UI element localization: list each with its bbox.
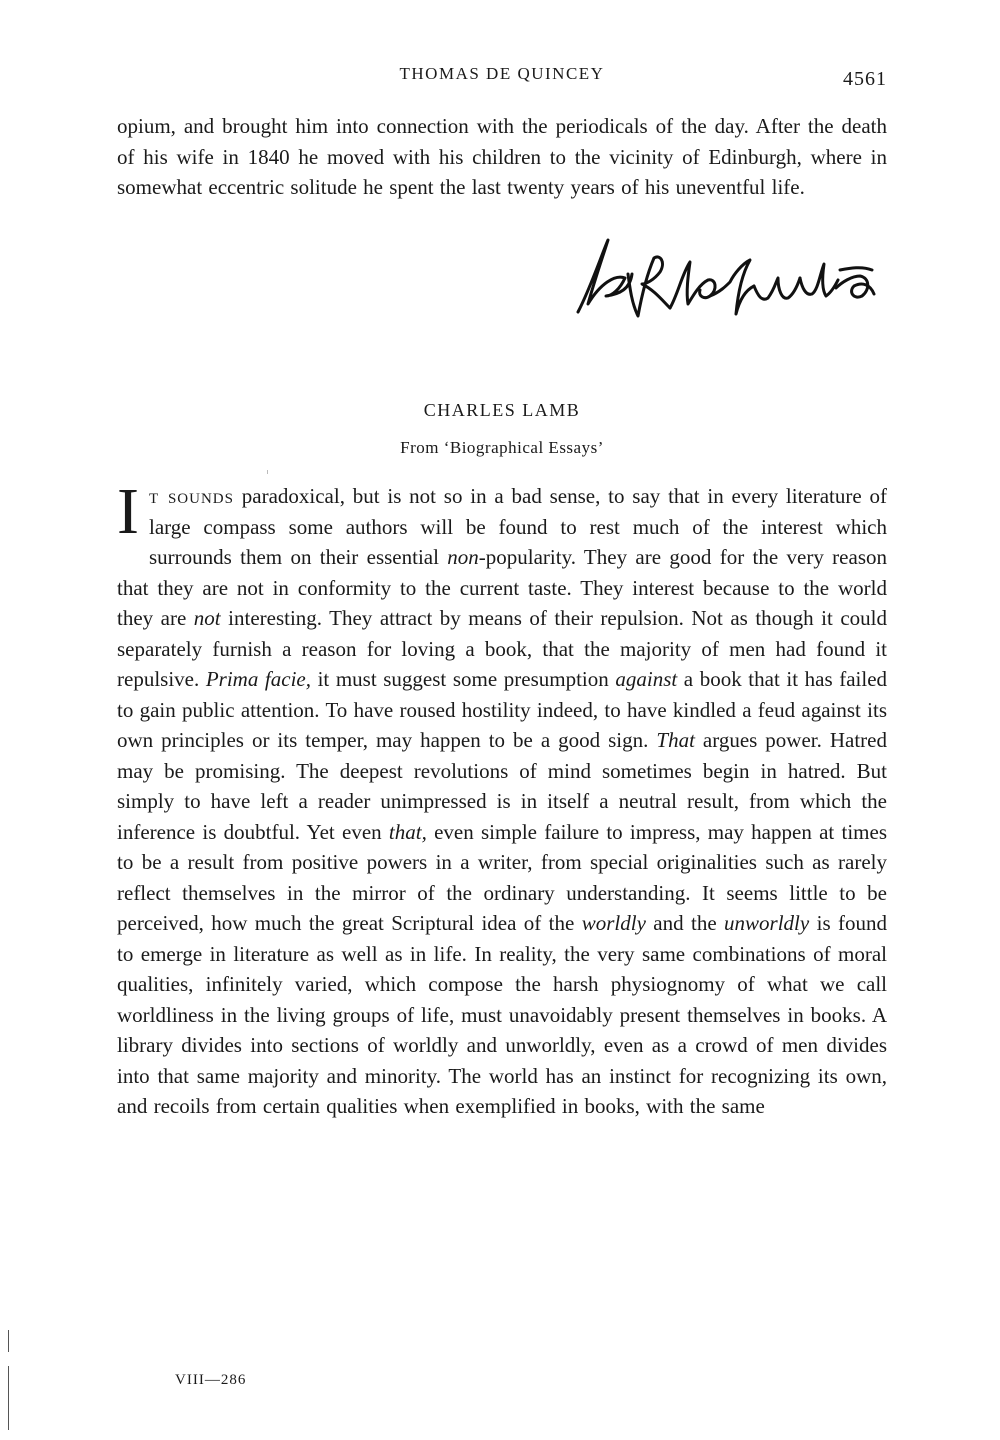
text-run: a book that it has failed to gain public attention. To have roused hostility indeed, to have kindled a feud against its own principles or its temper, may happen to be a good sign. <box>117 667 888 752</box>
italic-phrase: that, <box>388 819 427 844</box>
italic-phrase: worldly <box>581 911 646 935</box>
italic-phrase: That <box>656 728 695 752</box>
italic-phrase: Prima facie, <box>205 667 311 691</box>
signature-image <box>570 234 880 334</box>
italic-phrase: not <box>193 606 221 630</box>
text-run: -popularity. They are good for the very reason that they are not in conformity to the current taste. They interest because to the world they are <box>117 545 887 630</box>
opening-small-caps: t sounds <box>148 484 234 508</box>
text-run: even simple failure to impress, may happen at times to be a result from positive powers in a writer, from special originalities such as rarely reflect themselves in the mirror of the ordinary understanding. It seems little to be perceived, how much the great Scriptural idea of the <box>117 819 888 935</box>
italic-phrase: unworldly <box>724 911 810 935</box>
italic-phrase: against <box>615 667 678 691</box>
margin-rule-upper <box>8 1330 9 1352</box>
signature-mark: VIII—286 <box>175 1372 247 1388</box>
section-source: From ‘Biographical Essays’ <box>400 438 604 457</box>
text-run: is found to emerge in literature as well as in life. In reality, the very same combinations of moral qualities, infinitely varied, which compose the harsh physiognomy of what we call worldliness in the living groups of life, must unavoidably present themselves in books. A library divides into sections of worldly and unworldly, even as a crowd of men divides into that same majority and minority. The world has an instinct for recognizing its own, and recoils from certain qualities when exemplified in books, with the same <box>117 911 887 1118</box>
text-run: argues power. Hatred may be promising. The deepest revolutions of mind sometimes begin in hatred. But simply to have left a reader unimpressed is in itself a neutral result, from which the inference is doubtful. Yet even <box>117 728 887 844</box>
running-head <box>117 64 887 88</box>
essay-text <box>117 475 888 1118</box>
text-run: and the <box>645 911 725 935</box>
running-title: THOMAS DE QUINCEY <box>399 64 605 83</box>
essay-paragraph <box>117 475 888 1122</box>
text-run: interesting. They attract by means of their repulsion. Not as though it could separately furnish a reason for loving a book, that the majority of men had found it repulsive. <box>117 606 887 691</box>
margin-rule-lower <box>8 1366 9 1430</box>
text-run: it must suggest some presumption <box>310 667 616 691</box>
italic-phrase: non <box>447 545 479 569</box>
preceding-paragraph: opium, and brought him into connection with the periodicals of the day. After the death of his wife in 1840 he moved with his children to the vicinity of Edinburgh, where in somewhat eccentric solitude he spent the last twenty years of his uneventful life. <box>117 114 887 199</box>
drop-cap: I <box>117 475 139 548</box>
text-run: paradoxical, but is not so in a bad sense, to say that in every literature of large compass some authors will be found to rest much of the interest which surrounds them on their essential <box>148 484 887 569</box>
page-number: 4561 <box>843 68 887 90</box>
stray-mark <box>267 470 268 474</box>
section-title: CHARLES LAMB <box>423 400 581 420</box>
